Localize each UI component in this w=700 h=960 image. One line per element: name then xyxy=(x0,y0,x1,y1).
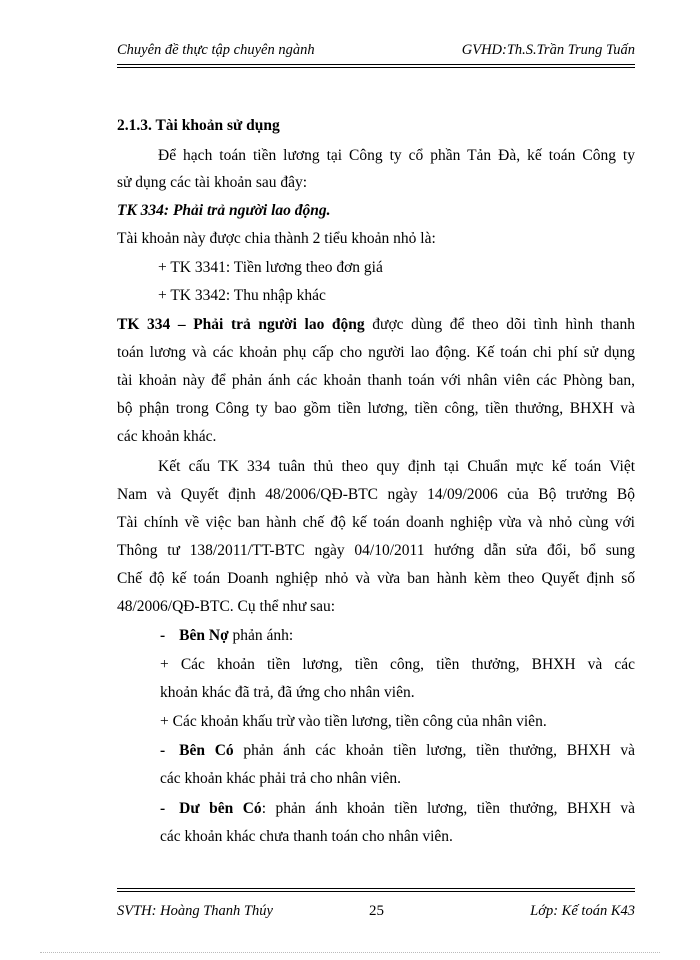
credit-label: Bên Có xyxy=(179,742,234,759)
split-line: Tài khoản này được chia thành 2 tiểu khoản nhỏ là: xyxy=(117,230,436,247)
para1-bold-term: TK 334 – Phải trả người lao động xyxy=(117,316,365,333)
para2-line-5: Chế độ kế toán Doanh nghiệp nhỏ và vừa ban hành kèm theo Quyết định số xyxy=(117,570,635,587)
credit-dash: - xyxy=(160,742,166,759)
debit-item-1-line-1: + Các khoản tiền lương, tiền công, tiền thưởng, BHXH và các xyxy=(160,656,635,673)
page-header xyxy=(117,41,635,61)
debit-rest: phản ánh: xyxy=(228,627,294,644)
para2-line-2: Nam và Quyết định 48/2006/QĐ-BTC ngày 14/09/2006 của Bộ trưởng Bộ xyxy=(117,486,635,503)
debit-item-1-line-2: khoản khác đã trả, đã ứng cho nhân viên. xyxy=(160,684,415,701)
page-footer xyxy=(117,902,635,922)
para1-line-3: tài khoản này để phản ánh các khoản thanh toán với nhân viên các Phòng ban, xyxy=(117,372,635,389)
debit-dash: - xyxy=(160,627,166,644)
balance-side-line xyxy=(160,799,635,819)
sub-account-2: + TK 3342: Thu nhập khác xyxy=(158,287,326,304)
header-rule-bottom xyxy=(117,67,635,68)
para2-line-4: Thông tư 138/2011/TT-BTC ngày 04/10/2011 hướng dẫn sửa đổi, bổ sung xyxy=(117,542,635,559)
section-heading: 2.1.3. Tài khoản sử dụng xyxy=(117,117,280,134)
balance-line-2: các khoản khác chưa thanh toán cho nhân viên. xyxy=(160,828,453,845)
para2-line-3: Tài chính về việc ban hành chế độ kế toán doanh nghiệp vừa và nhỏ cùng với xyxy=(117,514,635,531)
debit-item-2: + Các khoản khấu trừ vào tiền lương, tiền công của nhân viên. xyxy=(160,713,547,730)
credit-line-2: các khoản khác phải trả cho nhân viên. xyxy=(160,770,402,787)
debit-side-line xyxy=(160,626,635,646)
balance-label: Dư bên Có xyxy=(179,800,262,817)
para1-line-4: bộ phận trong Công ty bao gồm tiền lương, tiền công, tiền thưởng, BHXH và xyxy=(117,400,635,417)
para1-line-1 xyxy=(117,315,635,335)
para2-line-6: 48/2006/QĐ-BTC. Cụ thể như sau: xyxy=(117,598,336,615)
page-edge-divider xyxy=(40,952,660,953)
credit-side-line xyxy=(160,741,635,761)
credit-rest: phản ánh các khoản tiền lương, tiền thưởng, BHXH và xyxy=(233,742,635,759)
para1-rest: được dùng để theo dõi tình hình thanh xyxy=(364,316,635,333)
para2-line-1: Kết cấu TK 334 tuân thủ theo quy định tại Chuẩn mực kế toán Việt xyxy=(158,458,635,475)
intro-line-1: Để hạch toán tiền lương tại Công ty cổ phần Tản Đà, kế toán Công ty xyxy=(158,147,635,164)
sub-account-1: + TK 3341: Tiền lương theo đơn giá xyxy=(158,259,383,276)
debit-label: Bên Nợ xyxy=(179,627,229,644)
footer-rule-top xyxy=(117,888,635,889)
header-topic: Chuyên đề thực tập chuyên ngành xyxy=(117,42,315,58)
header-rule-top xyxy=(117,64,635,65)
footer-student: SVTH: Hoàng Thanh Thúy xyxy=(117,903,273,919)
para1-line-2: toán lương và các khoản phụ cấp cho người lao động. Kế toán chi phí sử dụng xyxy=(117,344,635,361)
footer-rule-bottom xyxy=(117,891,635,892)
account-title: TK 334: Phải trả người lao động. xyxy=(117,202,331,219)
balance-dash: - xyxy=(160,800,166,817)
page-number: 25 xyxy=(369,903,384,919)
footer-class: Lớp: Kế toán K43 xyxy=(530,903,635,919)
intro-line-2: sử dụng các tài khoản sau đây: xyxy=(117,174,308,191)
balance-rest: : phản ánh khoản tiền lương, tiền thưởng, BHXH và xyxy=(261,800,635,817)
para1-line-5: các khoản khác. xyxy=(117,428,217,445)
header-advisor: GVHD:Th.S.Trần Trung Tuấn xyxy=(461,42,635,58)
